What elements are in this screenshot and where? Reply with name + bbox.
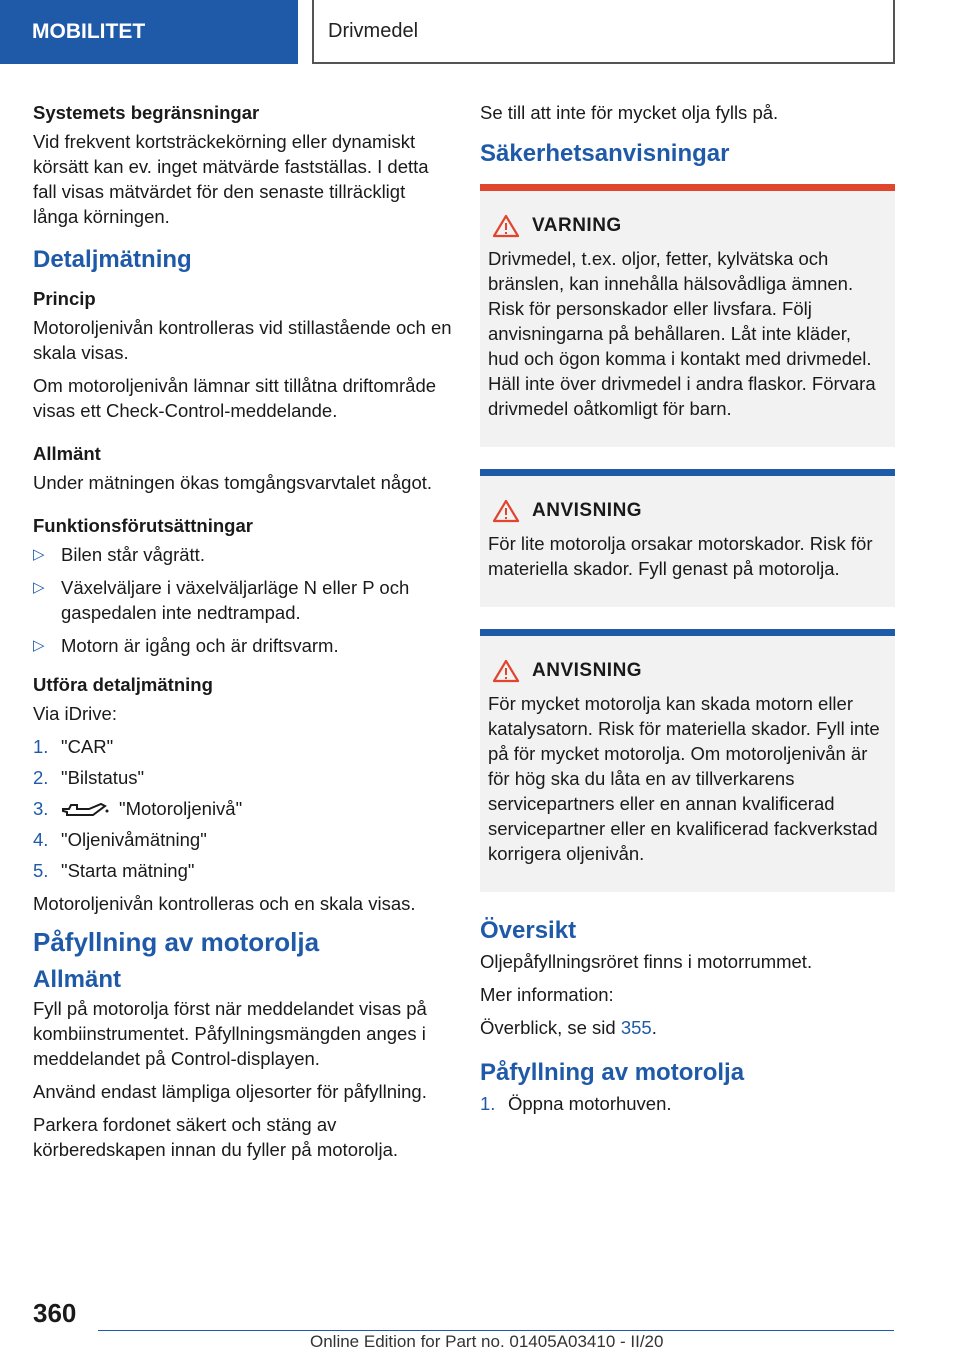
principle-text-1: Motoroljenivån kontrolleras vid stillastående och en skala visas. (33, 317, 452, 363)
right-column (480, 100, 895, 1124)
overview-text-3: Överblick, se sid 355. (480, 1017, 657, 1038)
list-item: 1. "CAR" (33, 736, 114, 757)
triangle-bullet-icon: ▷ (33, 546, 45, 563)
warning-text: Drivmedel, t.ex. oljor, fetter, kylvätska och bränslen, kan innehålla hälsovådliga ämnen. Risk för personskador eller livsfara. Följ anvisningarna på behållaren. Låt inte kläder, hud och ögon komma i kontakt med drivmedel. Häll inte över drivmedel i andra flaskor. Förvara drivmedel oåtkomligt för barn. (488, 248, 876, 419)
warning-box (480, 184, 895, 447)
overview-text-1: Oljepåfyllningsröret finns i motorrummet. (480, 951, 813, 972)
steps-list (33, 734, 453, 883)
intro-text: Se till att inte för mycket olja fylls på. (480, 102, 779, 123)
refill-heading: Påfyllning av motorolja (33, 927, 320, 957)
left-column (33, 100, 453, 1170)
triangle-bullet-icon: ▷ (33, 579, 45, 596)
notice-box-1 (480, 469, 895, 607)
list-item: 4. "Oljenivåmätning" (33, 829, 207, 850)
refill-general-heading: Allmänt (33, 966, 122, 993)
list-item: 3. "Motoroljenivå" (33, 798, 243, 819)
list-item: ▷ Växelväljare i växelväljarläge N eller P och gaspedalen inte nedtrampad. (33, 577, 410, 623)
list-item: 5. "Starta mätning" (33, 860, 195, 881)
safety-heading: Säkerhetsanvisningar (480, 140, 730, 167)
limits-heading: Systemets begränsningar (33, 102, 260, 123)
general-heading: Allmänt (33, 443, 101, 464)
page-number: 360 (33, 1298, 77, 1328)
warning-triangle-icon (492, 499, 520, 523)
chapter-title: Drivmedel (328, 19, 419, 42)
list-item: ▷ Motorn är igång och är driftsvarm. (33, 635, 339, 656)
detail-heading: Detaljmätning (33, 246, 192, 273)
warning-triangle-icon (492, 214, 520, 238)
requirements-list (33, 542, 453, 658)
perform-result: Motoroljenivån kontrolleras och en skala visas. (33, 893, 416, 914)
notice-text-1: För lite motorolja orsakar motorskador. Risk för materiella skador. Fyll genast på motorolja. (488, 533, 873, 579)
notice-text-2: För mycket motorolja kan skada motorn eller katalysatorn. Risk för materiella skador. Fyll inte på för mycket motorolja. Om motoroljenivån är för hög ska du låta en av tillverkarens servicepartners eller en annan kvalificerad servicepartner eller en kvalificerad fackverkstad korrigera oljenivån. (488, 693, 880, 864)
notice-title-2: ANVISNING (492, 658, 887, 683)
limits-text: Vid frekvent kortsträckekörning eller dynamiskt körsätt kan ev. inget mätvärde fastställas. I detta fall visas mätvärdet för den senaste tillräckligt långa körningen. (33, 131, 429, 227)
general-text: Under mätningen ökas tomgångsvarvtalet något. (33, 472, 433, 493)
section-title: MOBILITET (32, 20, 146, 43)
edition-text: Online Edition for Part no. 01405A03410 - II/20 (310, 1332, 664, 1351)
list-item: 1. Öppna motorhuven. (480, 1093, 672, 1114)
notice-box-2 (480, 629, 895, 892)
section-tab (0, 0, 298, 64)
notice-title-1: ANVISNING (492, 498, 887, 523)
chapter-tab (312, 0, 895, 64)
perform-heading: Utföra detaljmätning (33, 674, 213, 695)
refill-text-2: Använd endast lämpliga oljesorter för påfyllning. (33, 1081, 427, 1102)
refill-text-3: Parkera fordonet säkert och stäng av körberedskapen innan du fyller på motorolja. (33, 1114, 399, 1160)
page-link[interactable]: 355 (620, 1017, 652, 1038)
triangle-bullet-icon: ▷ (33, 637, 45, 654)
warning-triangle-icon (492, 659, 520, 683)
list-item: 2. "Bilstatus" (33, 767, 145, 788)
principle-text-2: Om motoroljenivån lämnar sitt tillåtna driftområde visas ett Check-Control-meddelande. (33, 375, 437, 421)
principle-heading: Princip (33, 288, 96, 309)
refill-steps (480, 1091, 895, 1116)
requirements-heading: Funktionsförutsättningar (33, 515, 253, 536)
warning-title: VARNING (492, 213, 887, 238)
perform-intro: Via iDrive: (33, 703, 117, 724)
refill-text-1: Fyll på motorolja först när meddelandet visas på kombiinstrumentet. Påfyllningsmängden anges i meddelandet på Control-displayen. (33, 998, 427, 1069)
footer-divider (98, 1330, 894, 1331)
overview-text-2: Mer information: (480, 984, 614, 1005)
oil-can-icon (61, 801, 109, 819)
overview-heading: Översikt (480, 917, 577, 944)
list-item: ▷ Bilen står vågrätt. (33, 544, 205, 565)
refill-heading-right: Påfyllning av motorolja (480, 1059, 745, 1086)
